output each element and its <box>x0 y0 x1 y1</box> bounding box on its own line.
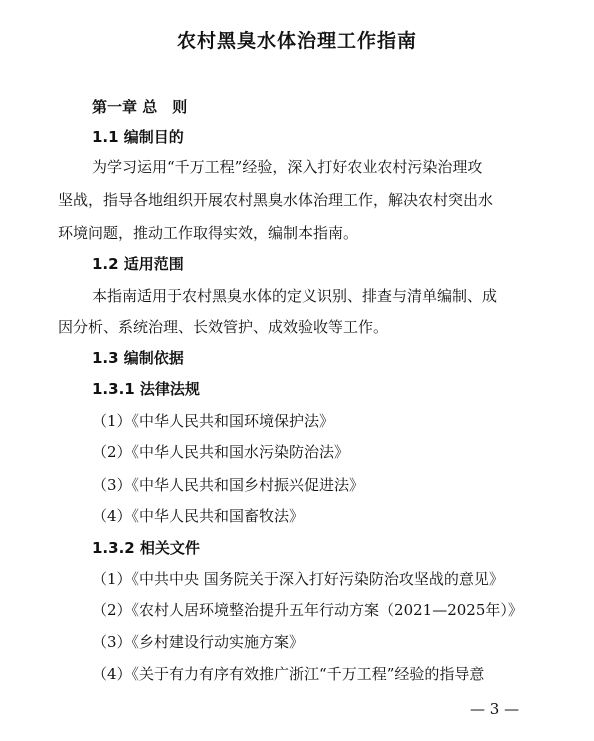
paragraph-line: 坚战，指导各地组织开展农村黑臭水体治理工作，解决农村突出水 <box>58 191 494 209</box>
list-item: （3）《乡村建设行动实施方案》 <box>92 633 305 651</box>
document-title: 农村黑臭水体治理工作指南 <box>176 30 417 52</box>
list-item: （4）《中华人民共和国畜牧法》 <box>92 507 305 525</box>
list-item: （2）《农村人居环境整治提升五年行动方案（2021—2025年）》 <box>92 601 523 619</box>
paragraph-line: 因分析、系统治理、长效管护、成效验收等工作。 <box>58 318 389 336</box>
paragraph-line: 为学习运用“千万工程”经验，深入打好农业农村污染治理攻 <box>92 158 483 176</box>
list-item: （1）《中共中央 国务院关于深入打好污染防治攻坚战的意见》 <box>92 570 504 588</box>
section-heading-1-3: 1.3 编制依据 <box>92 349 184 367</box>
section-heading-1-2: 1.2 适用范围 <box>92 255 184 273</box>
list-item: （3）《中华人民共和国乡村振兴促进法》 <box>92 476 365 494</box>
list-item: （2）《中华人民共和国水污染防治法》 <box>92 443 350 461</box>
subsection-heading-1-3-2: 1.3.2 相关文件 <box>92 539 200 557</box>
page-number: — 3 — <box>470 700 520 718</box>
subsection-heading-1-3-1: 1.3.1 法律法规 <box>92 380 200 398</box>
paragraph-line: 环境问题，推动工作取得实效，编制本指南。 <box>58 224 359 242</box>
list-item: （1）《中华人民共和国环境保护法》 <box>92 412 335 430</box>
paragraph-line: 本指南适用于农村黑臭水体的定义识别、排查与清单编制、成 <box>92 287 498 305</box>
list-item: （4）《关于有力有序有效推广浙江“千万工程”经验的指导意 <box>92 665 485 683</box>
chapter-heading: 第一章 总 则 <box>92 98 188 116</box>
section-heading-1-1: 1.1 编制目的 <box>92 128 184 146</box>
